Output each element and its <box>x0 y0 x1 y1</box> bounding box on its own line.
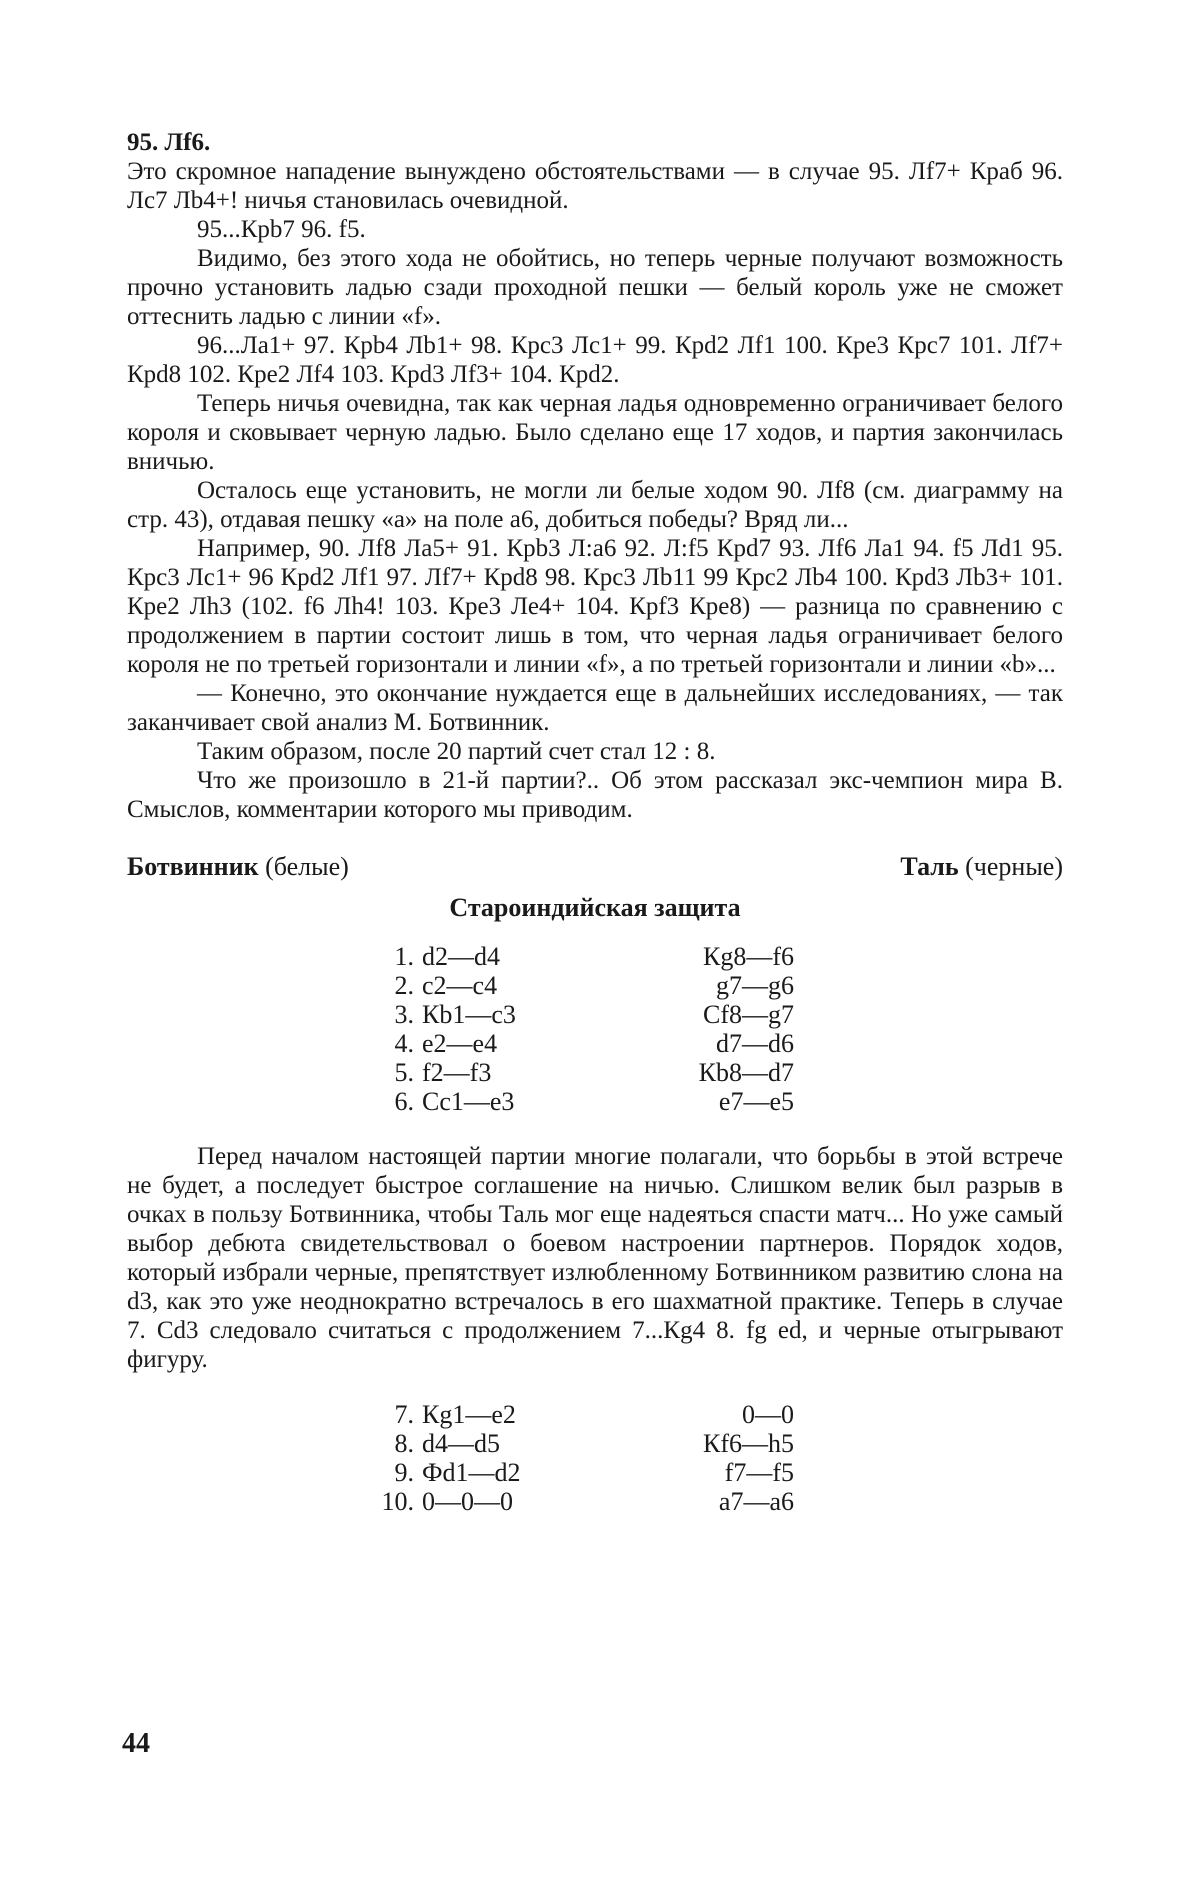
moves-table-1 <box>372 942 794 1116</box>
black-move: Кb8—d7 <box>698 1058 794 1087</box>
move-number: 6. <box>394 1087 414 1116</box>
paragraph-opening-commentary: Перед началом настоящей партии многие полагали, что борьбы в этой встрече не будет, а последует быстрое соглашение на ничью. Слишком велик был разрыв в очках в пользу Ботвинника, чтобы Таль мог еще надеяться спасти матч... Но уже самый выбор дебюта свидетельствовал о боевом настроении партнеров. Порядок ходов, который избрали черные, препятствует излюбленному Ботвинником развитию слона на d3, как это уже неоднократно встречалось в его шахматной практике. Теперь в случае 7. Сd3 следовало считаться с продолжением 7...Кg4 8. fg ed, и черные отыгрывают фигуру. <box>127 1143 1063 1373</box>
move-number: 4. <box>394 1029 414 1058</box>
moves-table-2 <box>372 1400 794 1516</box>
black-move: e7—e5 <box>718 1087 794 1116</box>
move-row <box>372 942 794 971</box>
paragraph-commentary-4: Осталось еще установить, не могли ли белые ходом 90. Лf8 (см. диаграмму на стр. 43), отдавая пешку «а» на поле а6, добиться победы? Вряд ли... <box>127 477 1063 533</box>
white-move: d4—d5 <box>422 1429 500 1458</box>
move-number: 7. <box>394 1400 414 1429</box>
black-move: g7—g6 <box>716 971 794 1000</box>
move-row <box>372 1058 794 1087</box>
paragraph-moves-96: 96...Ла1+ 97. Крb4 Лb1+ 98. Крс3 Лс1+ 99. Крd2 Лf1 100. Кре3 Крс7 101. Лf7+ Крd8 102. Кре2 Лf4 103. Крd3 Лf3+ 104. Крd2. <box>127 332 1063 388</box>
move-number: 9. <box>394 1458 414 1487</box>
black-player-name: Таль <box>900 852 959 881</box>
white-move: Кb1—c3 <box>422 1000 516 1029</box>
move-row <box>372 971 794 1000</box>
paragraph-commentary-2: Видимо, без этого хода не обойтись, но теперь черные получают возможность прочно установить ладью сзади проходной пешки — белый король уже не сможет оттеснить ладью с линии «f». <box>127 245 1063 330</box>
move-heading-95: 95. Лf6. <box>127 129 211 156</box>
paragraph-analysis-variation: Например, 90. Лf8 Ла5+ 91. Крb3 Л:а6 92. Л:f5 Крd7 93. Лf6 Ла1 94. f5 Лd1 95. Крс3 Лс1+ 96 Крd2 Лf1 97. Лf7+ Крd8 98. Крс3 Лb11 99 Крс2 Лb4 100. Крd3 Лb3+ 101. Кре2 Лh3 (102. f6 Лh4! 103. Кре3 Ле4+ 104. Крf3 Кре8) — разница по сравнению с продолжением в партии состоит лишь в том, что черная ладья ограничивает белого короля не по третьей горизонтали и линии «f», а по третьей горизонтали и линии «b»... <box>127 535 1063 678</box>
move-row <box>372 1400 794 1429</box>
move-number: 1. <box>394 942 414 971</box>
players-line <box>127 852 1063 881</box>
move-row <box>372 1087 794 1116</box>
paragraph-commentary-1: Это скромное нападение вынуждено обстоятельствами — в случае 95. Лf7+ Краб 96. Лс7 Лb4+! ничья становилась очевидной. <box>127 158 1063 214</box>
paragraph-botvinnik-quote: — Конечно, это окончание нуждается еще в дальнейших исследованиях, — так заканчивает свой анализ М. Ботвинник. <box>127 680 1063 736</box>
move-row <box>372 1429 794 1458</box>
move-row <box>372 1487 794 1516</box>
paragraph-commentary-3: Теперь ничья очевидна, так как черная ладья одновременно ограничивает белого короля и сковывает черную ладью. Было сделано еще 17 ходов, и партия закончилась вничью. <box>127 390 1063 475</box>
white-move: Фd1—d2 <box>422 1458 521 1487</box>
white-move: 0—0—0 <box>422 1487 513 1516</box>
black-move: Кg8—f6 <box>703 942 794 971</box>
black-move: f7—f5 <box>724 1458 794 1487</box>
page-number: 44 <box>122 1728 150 1759</box>
move-row <box>372 1458 794 1487</box>
paragraph-game-21-intro: Что же произошло в 21-й партии?.. Об этом рассказал экс-чемпион мира В. Смыслов, комментарии которого мы приводим. <box>127 767 1063 823</box>
move-number: 3. <box>394 1000 414 1029</box>
black-move: d7—d6 <box>716 1029 794 1058</box>
white-move: c2—c4 <box>422 971 498 1000</box>
black-move: Кf6—h5 <box>703 1429 794 1458</box>
black-player <box>900 852 1063 881</box>
black-move: 0—0 <box>742 1400 794 1429</box>
white-player-label: (белые) <box>265 852 349 881</box>
white-move: f2—f3 <box>422 1058 492 1087</box>
move-number: 2. <box>394 971 414 1000</box>
paragraph-score: Таким образом, после 20 партий счет стал 12 : 8. <box>197 738 716 765</box>
move-row <box>372 1029 794 1058</box>
white-move: e2—e4 <box>422 1029 498 1058</box>
opening-title: Староиндийская защита <box>449 893 741 922</box>
move-row <box>372 1000 794 1029</box>
black-player-label: (черные) <box>965 852 1063 881</box>
move-number: 10. <box>381 1487 414 1516</box>
white-player <box>127 852 349 881</box>
black-move: Сf8—g7 <box>703 1000 794 1029</box>
page-content <box>127 128 1063 1516</box>
white-move: Кg1—e2 <box>422 1400 516 1429</box>
black-move: a7—a6 <box>718 1487 794 1516</box>
move-number: 8. <box>394 1429 414 1458</box>
paragraph-moves-95: 95...Крb7 96. f5. <box>197 216 366 243</box>
move-number: 5. <box>394 1058 414 1087</box>
white-move: Сc1—e3 <box>422 1087 515 1116</box>
white-player-name: Ботвинник <box>127 852 259 881</box>
white-move: d2—d4 <box>422 942 500 971</box>
